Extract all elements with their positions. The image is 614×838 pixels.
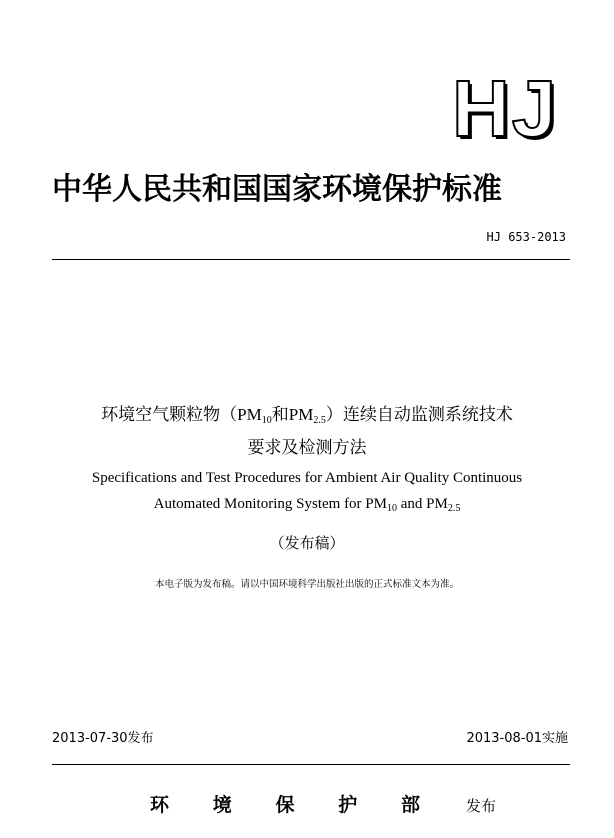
cn-title-conjunction: 和 — [271, 405, 289, 425]
pm25-subscript: 2.5 — [447, 503, 461, 514]
header-divider — [52, 259, 570, 260]
footer-divider — [52, 764, 570, 765]
pm25-subscript: 2.5 — [313, 415, 326, 426]
hj-logo: HJ — [452, 64, 559, 153]
edition-notice: 本电子版为发布稿。请以中国环境科学出版社出版的正式标准文本为准。 — [154, 579, 459, 590]
standard-number: HJ 653-2013 — [486, 230, 566, 244]
pm10-subscript: 10 — [261, 415, 272, 426]
pm-label: PM — [288, 405, 314, 424]
pm-label: PM — [237, 405, 262, 424]
ministry-char: 保 — [275, 794, 295, 816]
cn-title-part: ）连续自动监测系统技术 — [325, 405, 513, 425]
implementation-date: 2013-08-01实施 — [466, 731, 568, 746]
draft-label: （发布稿） — [269, 534, 345, 552]
cn-title-part: 环境空气颗粒物（ — [101, 405, 238, 425]
standard-category-title: 中华人民共和国国家环境保护标准 — [52, 172, 502, 207]
ministry-char: 部 — [400, 794, 420, 816]
chinese-title-line-1 — [0, 403, 614, 427]
english-title-line-2 — [0, 493, 614, 515]
ministry-char: 境 — [212, 794, 232, 816]
issuing-ministry — [150, 791, 420, 819]
publish-label: 发布 — [466, 797, 497, 815]
ministry-char: 环 — [150, 794, 170, 816]
issue-date: 2013-07-30发布 — [52, 731, 154, 746]
en-title-part: Automated Monitoring System for PM — [153, 496, 387, 512]
chinese-title-line-2: 要求及检测方法 — [247, 438, 367, 458]
english-title-line-1: Specifications and Test Procedures for Ambient Air Quality Continuous — [91, 470, 523, 486]
ministry-char: 护 — [338, 794, 358, 816]
pm10-subscript: 10 — [386, 503, 397, 514]
en-title-part: and PM — [396, 496, 448, 512]
